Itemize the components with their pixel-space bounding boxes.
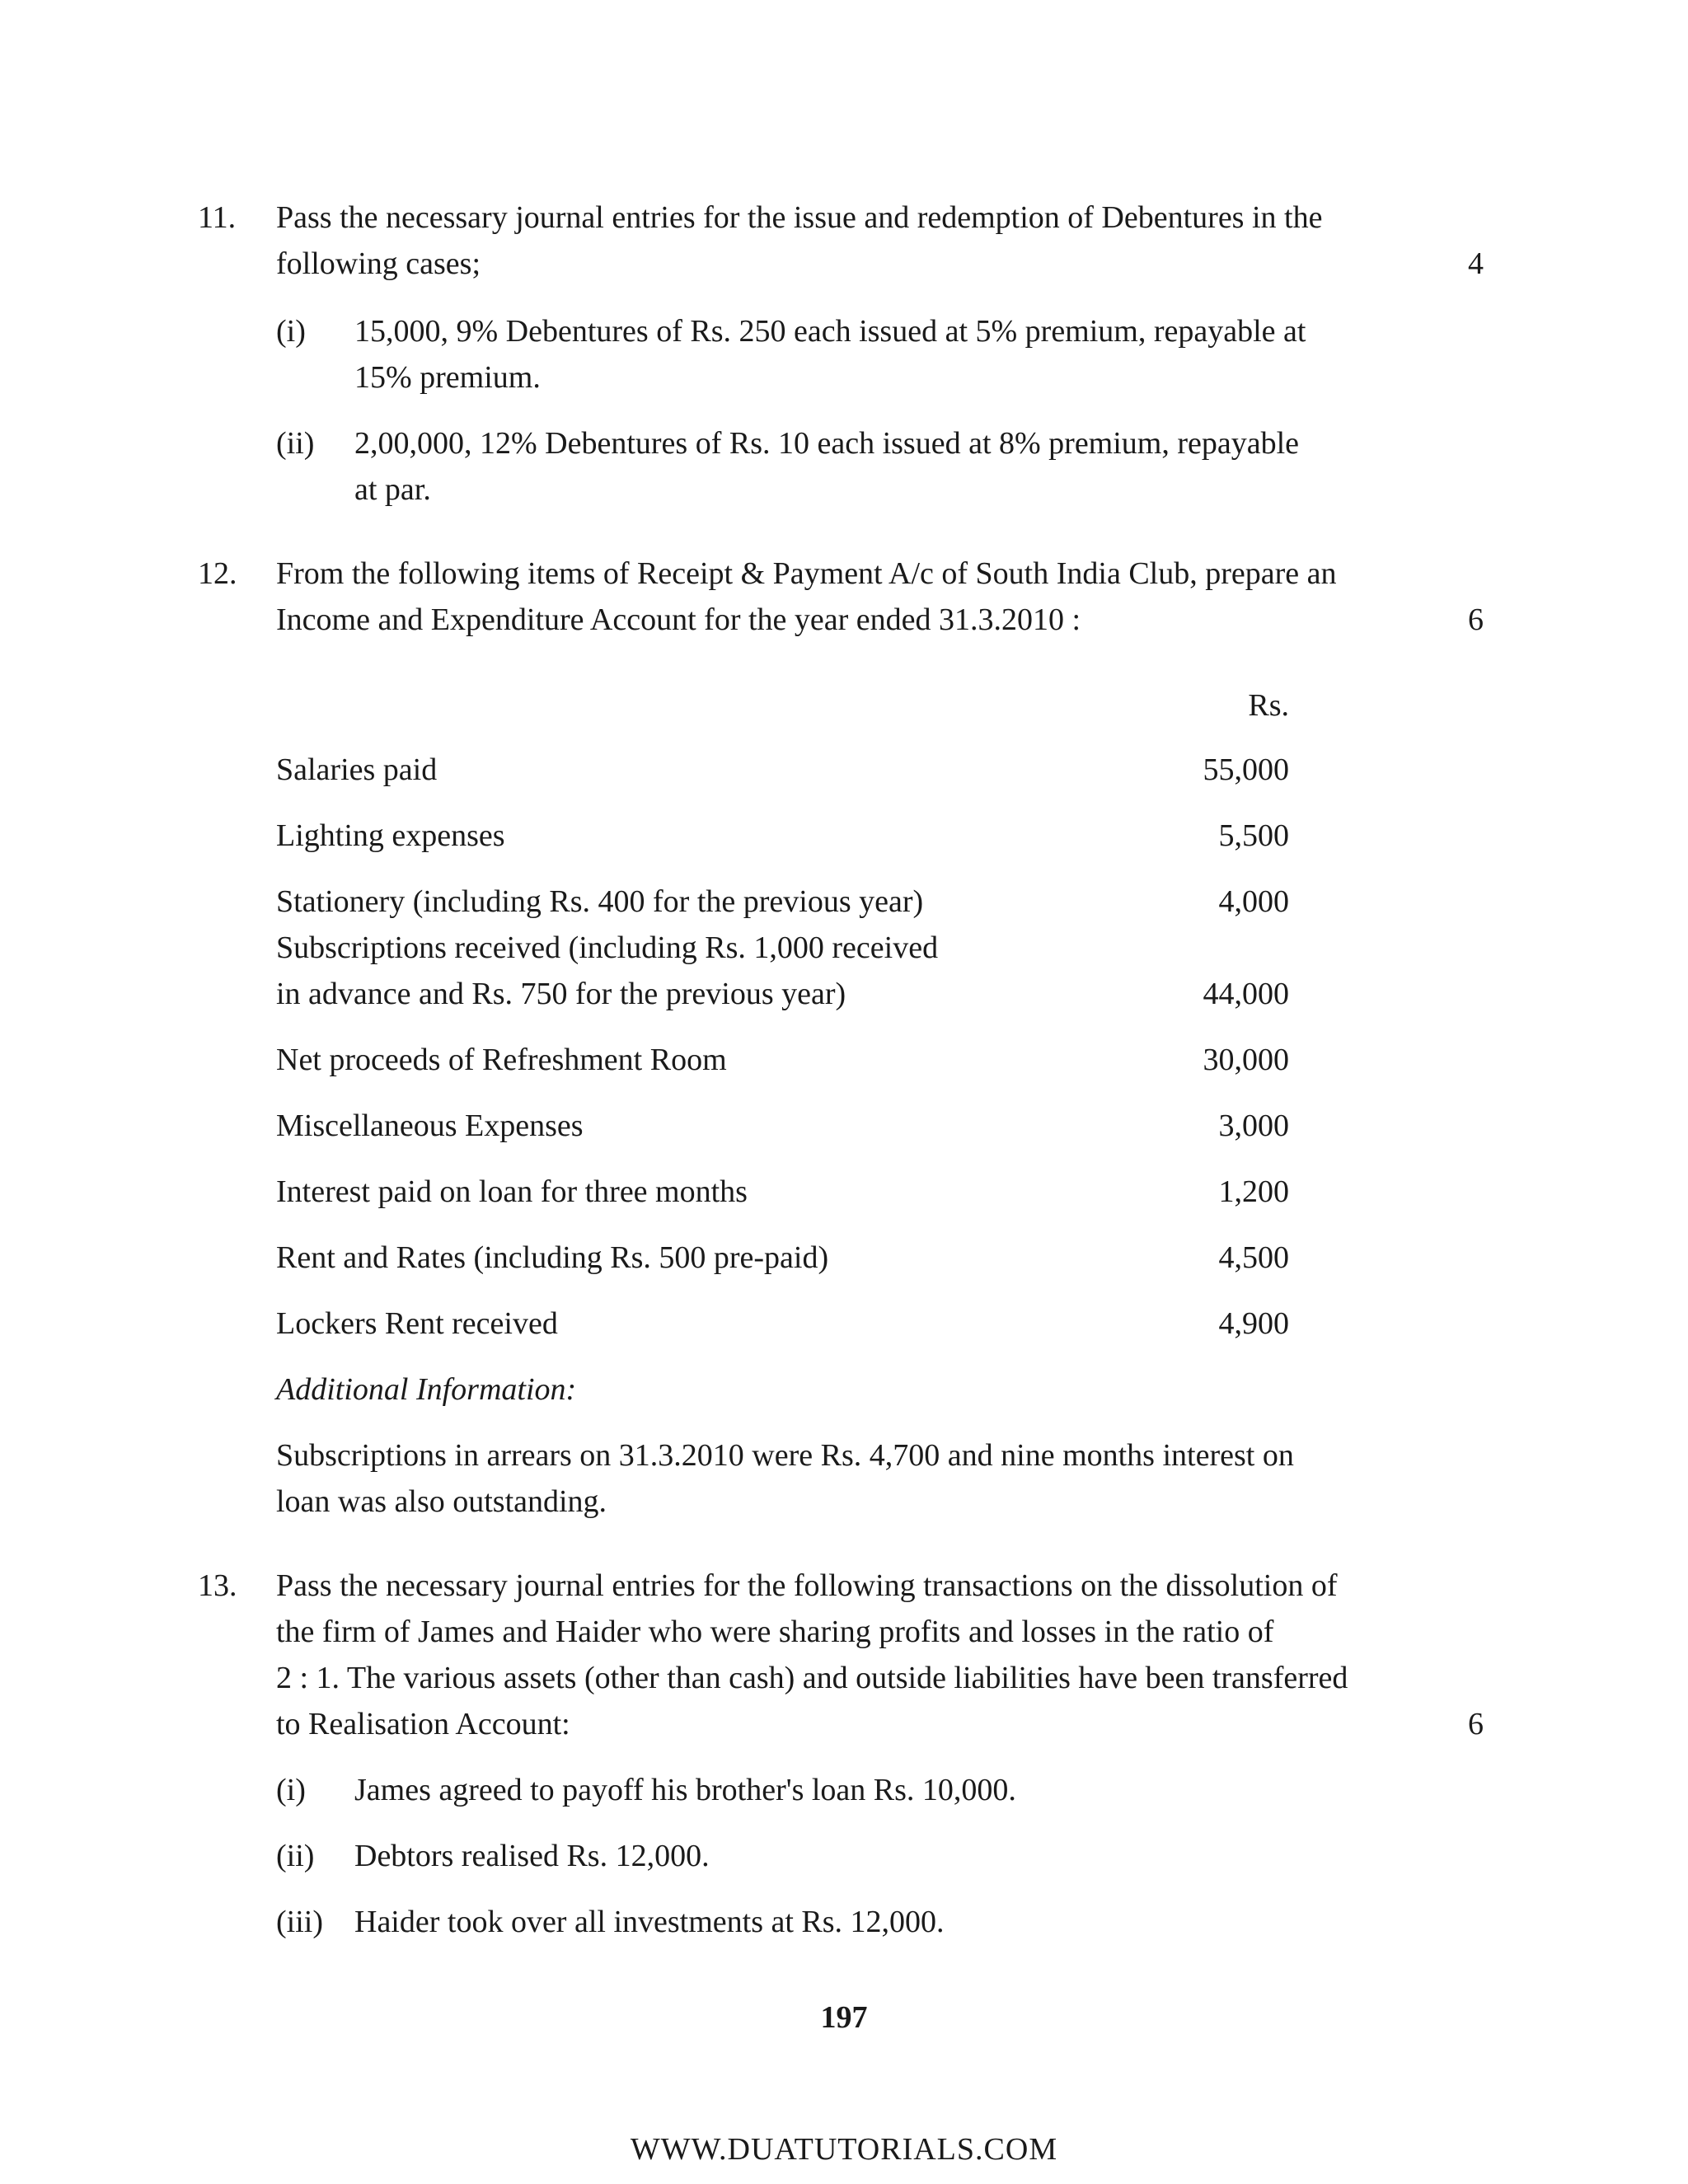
sub-item-number: (iii)	[276, 1905, 323, 1939]
question-text-line: Pass the necessary journal entries for the issue and redemption of Debentures in the	[276, 200, 1323, 235]
sub-item-text: Debtors realised Rs. 12,000.	[354, 1839, 710, 1873]
sub-item-text: 2,00,000, 12% Debentures of Rs. 10 each issued at 8% premium, repayable	[354, 426, 1300, 461]
sub-item-number: (i)	[276, 314, 306, 349]
account-item-amount: 4,000	[1218, 884, 1289, 919]
question-number: 13.	[198, 1568, 237, 1603]
question-text-line: to Realisation Account:	[276, 1707, 570, 1741]
marks-value: 4	[1468, 246, 1484, 281]
question-text-line: 2 : 1. The various assets (other than cash) and outside liabilities have been transferred	[276, 1661, 1348, 1695]
account-item-label: Rent and Rates (including Rs. 500 pre-paid)	[276, 1240, 829, 1275]
account-item-amount: 3,000	[1218, 1108, 1289, 1143]
sub-item-number: (i)	[276, 1773, 306, 1807]
account-item-amount: 5,500	[1218, 818, 1289, 853]
account-item-label: Salaries paid	[276, 752, 438, 787]
sub-item-text: James agreed to payoff his brother's loan Rs. 10,000.	[354, 1773, 1016, 1807]
account-item-label: Stationery (including Rs. 400 for the previous year)	[276, 884, 924, 919]
account-item-label: Lockers Rent received	[276, 1306, 558, 1341]
sub-item-text: Haider took over all investments at Rs. 12,000.	[354, 1905, 945, 1939]
marks-value: 6	[1468, 1707, 1484, 1741]
page-number: 197	[820, 2000, 868, 2035]
account-item-amount: 30,000	[1203, 1043, 1289, 1077]
sub-item-number: (ii)	[276, 426, 315, 461]
account-item-amount: 4,900	[1218, 1306, 1289, 1341]
sub-item-text: at par.	[354, 472, 431, 507]
account-item-label: Lighting expenses	[276, 818, 505, 853]
marks-value: 6	[1468, 602, 1484, 637]
account-item-amount: 4,500	[1218, 1240, 1289, 1275]
question-number: 12.	[198, 556, 237, 591]
question-text-line: following cases;	[276, 246, 481, 281]
account-item-label: Subscriptions received (including Rs. 1,000 received	[276, 930, 939, 965]
sub-item-text: 15,000, 9% Debentures of Rs. 250 each issued at 5% premium, repayable at	[354, 314, 1306, 349]
account-item-label: Net proceeds of Refreshment Room	[276, 1043, 727, 1077]
account-item-label: in advance and Rs. 750 for the previous year)	[276, 977, 846, 1011]
question-text-line: From the following items of Receipt & Payment A/c of South India Club, prepare an	[276, 556, 1337, 591]
sub-item-text: 15% premium.	[354, 360, 541, 395]
sub-item-number: (ii)	[276, 1839, 315, 1873]
question-number: 11.	[198, 200, 237, 235]
account-item-amount: 44,000	[1203, 977, 1289, 1011]
account-item-label: Miscellaneous Expenses	[276, 1108, 584, 1143]
additional-info-text: Subscriptions in arrears on 31.3.2010 were Rs. 4,700 and nine months interest on	[276, 1438, 1294, 1473]
account-item-amount: 55,000	[1203, 752, 1289, 787]
additional-info-text: loan was also outstanding.	[276, 1484, 607, 1519]
question-text-line: Pass the necessary journal entries for the following transactions on the dissolution of	[276, 1568, 1338, 1603]
footer-website: WWW.DUATUTORIALS.COM	[630, 2132, 1058, 2167]
question-text-line: Income and Expenditure Account for the year ended 31.3.2010 :	[276, 602, 1081, 637]
currency-header: Rs.	[1248, 688, 1289, 723]
account-item-label: Interest paid on loan for three months	[276, 1174, 748, 1209]
account-item-amount: 1,200	[1218, 1174, 1289, 1209]
additional-info-heading: Additional Information:	[276, 1372, 577, 1407]
question-text-line: the firm of James and Haider who were sharing profits and losses in the ratio of	[276, 1615, 1274, 1649]
